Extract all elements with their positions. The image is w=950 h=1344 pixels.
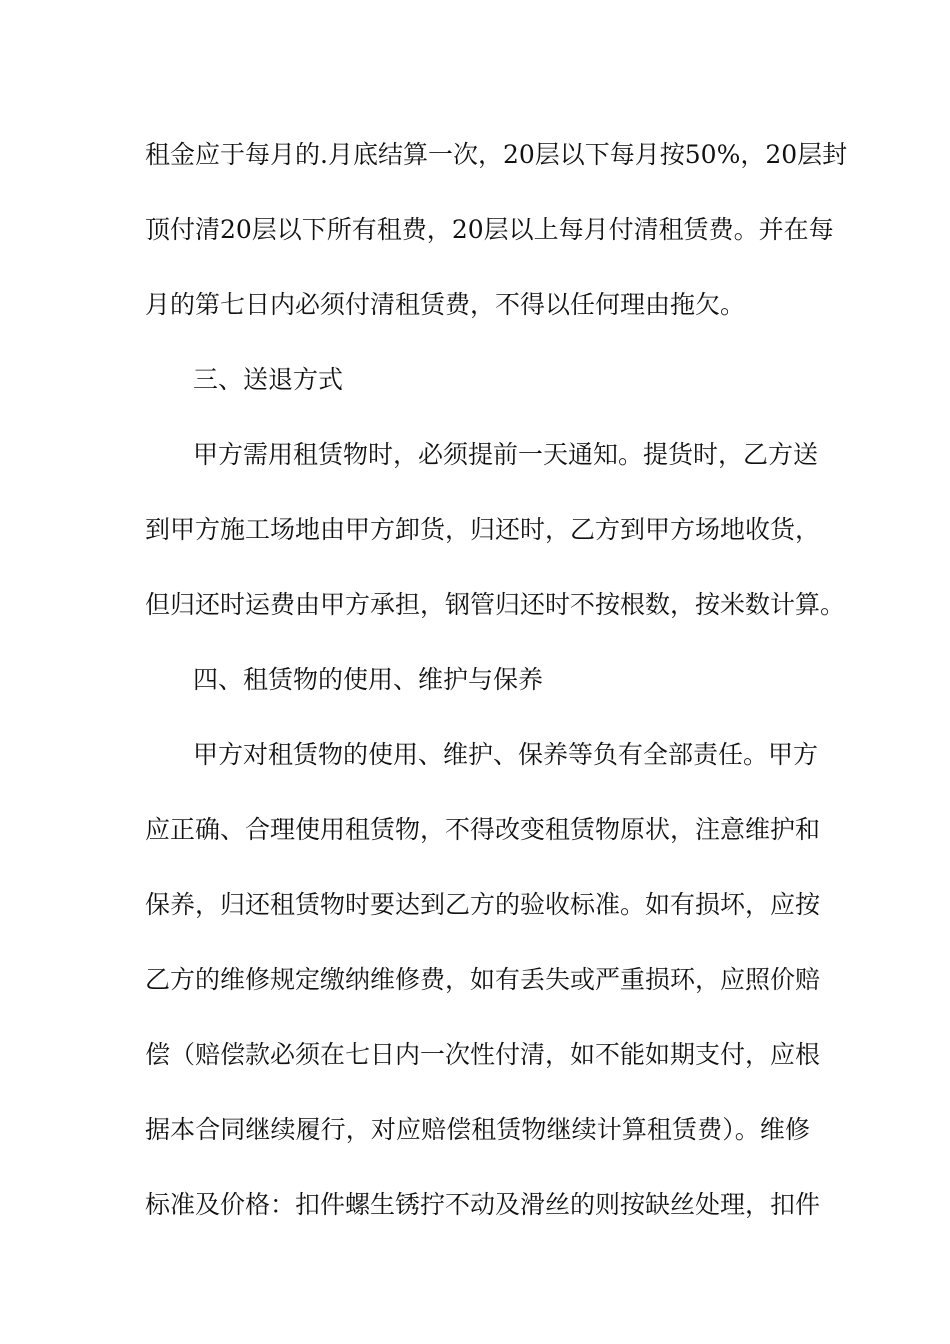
paragraph-rent-line-2: 顶付清20层以下所有租费，20层以上每月付清租赁费。并在每 <box>145 215 834 244</box>
section-4-line-5: 偿（赔偿款必须在七日内一次性付清，如不能如期支付，应根 <box>145 1040 821 1069</box>
paragraph-rent-line-3: 月的第七日内必须付清租赁费，不得以任何理由拖欠。 <box>145 290 746 319</box>
paragraph-rent-line-1: 租金应于每月的.月底结算一次，20层以下每月按50%，20层封 <box>145 140 848 169</box>
section-3-heading: 三、送退方式 <box>193 365 344 394</box>
section-3-line-1: 甲方需用租赁物时，必须提前一天通知。提货时，乙方送 <box>193 440 819 469</box>
section-4-line-4: 乙方的维修规定缴纳维修费，如有丢失或严重损环，应照价赔 <box>145 965 821 994</box>
section-3-line-2: 到甲方施工场地由甲方卸货，归还时，乙方到甲方场地收货， <box>145 515 821 544</box>
section-4-line-1: 甲方对租赁物的使用、维护、保养等负有全部责任。甲方 <box>193 740 819 769</box>
section-4-line-2: 应正确、合理使用租赁物，不得改变租赁物原状，注意维护和 <box>145 815 821 844</box>
section-4-heading: 四、租赁物的使用、维护与保养 <box>193 665 544 694</box>
section-4-line-7: 标准及价格：扣件螺生锈拧不动及滑丝的则按缺丝处理，扣件 <box>145 1190 821 1219</box>
section-3-line-3: 但归还时运费由甲方承担，钢管归还时不按根数，按米数计算。 <box>145 590 846 619</box>
section-4-line-3: 保养，归还租赁物时要达到乙方的验收标准。如有损坏，应按 <box>145 890 821 919</box>
section-4-line-6: 据本合同继续履行，对应赔偿租赁物继续计算租赁费）。维修 <box>145 1115 810 1144</box>
